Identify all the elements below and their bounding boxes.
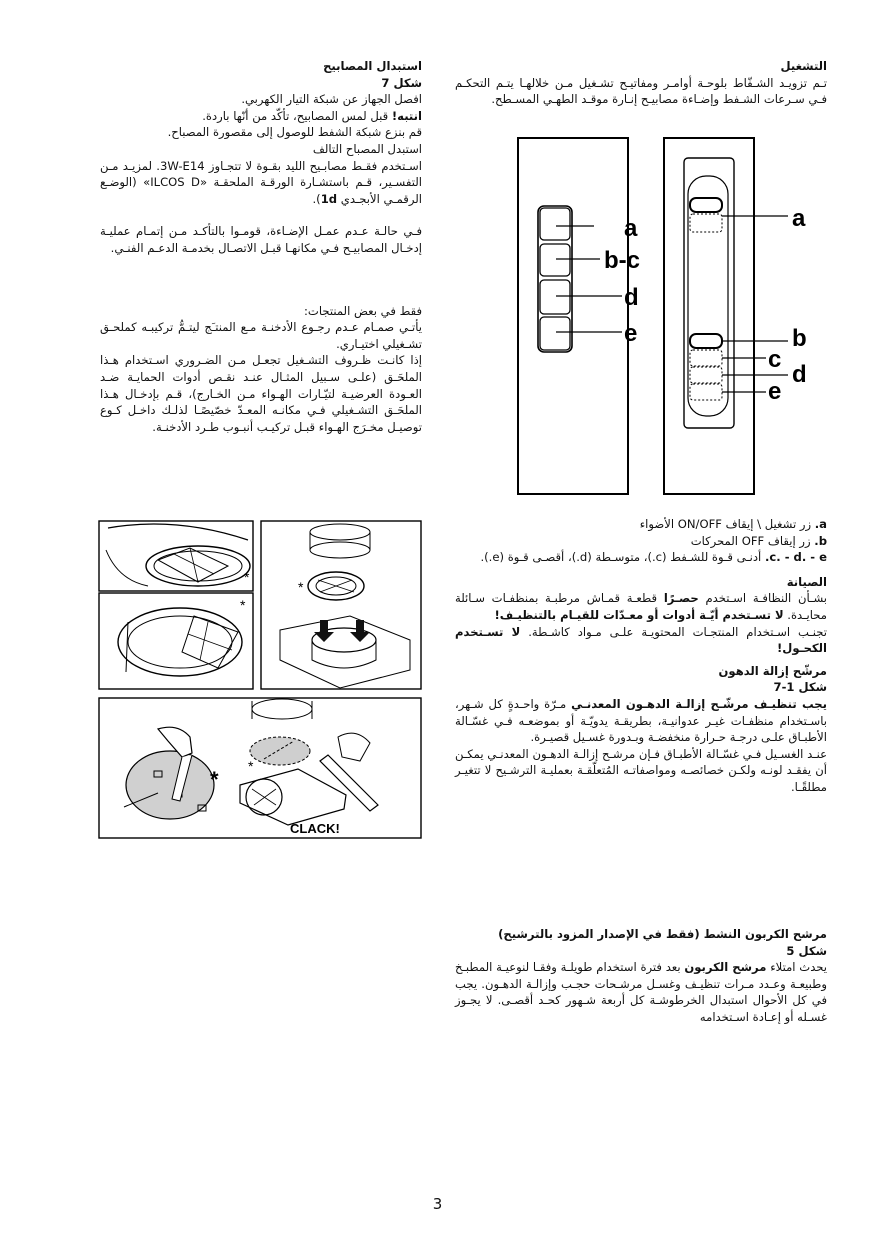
front-label-bc: b-c <box>604 247 640 274</box>
front-panel <box>518 138 628 494</box>
side-panel <box>664 138 754 494</box>
legend-a-text: زر تشغيل \ إيقاف ON/OFF الأضواء <box>639 517 812 531</box>
operation-body: تـم تزويـد الشـفّاط بلوحـة أوامـر ومفاتيـح تشـغيل مـن خلالهـا يتـم التحكـم فـي سـرعات الشـفط وإضـاءة مصابيـح إنـارة موقـد الطهـي المسـطح. <box>455 75 827 107</box>
lamp-star-2: * <box>240 597 246 613</box>
lamp-housing-figure <box>98 592 254 690</box>
operation-title: التشغيل <box>780 59 827 73</box>
legend-b-text: زر إيقاف OFF المحركات <box>690 533 811 548</box>
front-button-strip <box>538 206 572 352</box>
grease-p1 <box>455 696 827 746</box>
lamps-note: فـي حالـة عـدم عمـل الإضـاءة، قومـوا بالتأكـد مـن إتمـام عمليـة إدخـال المصابيـح فـي مكانهـا قبـل الاتصـال بخدمـة الدعـم الفنـي. <box>100 224 422 255</box>
carbon-p-bold: مرشح الكربون <box>684 960 767 975</box>
grease-star-2: * <box>248 758 254 774</box>
lamps-l2 <box>100 108 422 125</box>
legend-a-key: a. <box>814 517 827 531</box>
lamps-l5 <box>100 158 422 208</box>
grease-filter-figure <box>98 697 422 839</box>
side-label-b: b <box>792 325 807 352</box>
side-button-c <box>690 350 722 366</box>
maintenance-title: الصيانة <box>786 574 827 589</box>
carbon-filter-section <box>455 926 827 1026</box>
accessory-p2: إذا كانـت ظـروف التشـغيل تجعـل مـن الضـروري اسـتخدام هـذا الملحَـق (علـى سـبيل المثـال عنـد نقـص أدوات الحمايـة ضـد العـودة العرضيـة لتيّـارات الهـواء مـن الخـارج)، قـم بإدخـال هـذا الملحَـق التشـغيلي فـي مكانـه المعـدّ خصّيصًـا لذلـك داخـل كـوع توصيـل مخـرَج الهـواء قبـل تركيـب أنبـوب طـرد الأدخنـة. <box>100 353 422 434</box>
lamps-figure-ref: شكل 7 <box>381 75 422 90</box>
side-label-d: d <box>792 361 807 388</box>
lamps-l1: افصل الجهاز عن شبكة التيار الكهربي. <box>241 92 422 107</box>
carbon-figure-ref: شكل 5 <box>786 943 827 958</box>
side-label-e: e <box>768 378 782 405</box>
legend-cde-text: أدنـى قـوة للشـفط (c.)، متوسـطة (d.)، أقصـى قـوة (e.). <box>480 550 762 565</box>
operation-section <box>455 58 827 108</box>
lamps-l5-a: اسـتخدم فقـط مصابـيح الليد بقـوة لا تتجـاوز 3W-E14. لمزيـد مـن التفسـير، قـم باستشـارة الورقـة الملحقـة «ILCOS D» (الوضـع الرقمـي الأبجـدي <box>100 158 422 206</box>
lamps-l2-bold: انتبه! <box>391 108 422 123</box>
lamps-l3: قم بنزع شبكة الشفط للوصول إلى مقصورة المصباح. <box>167 125 422 140</box>
legend-b <box>455 533 827 550</box>
side-label-c: c <box>768 346 782 373</box>
legend-a <box>455 516 827 533</box>
maint-p1-a: بشـأن النظافـة اسـتخدم <box>705 591 828 606</box>
grease-p1-bold: يجب تنظيـف مرشّـح إزالـة الدهـون المعدنـي <box>571 696 828 711</box>
front-button-a <box>540 208 570 240</box>
legend-cde <box>455 549 827 566</box>
grease-p1-rest: مـرّة واحـدةٍ كل شـهر، باسـتخدام منظفـات غيـر عدوانيـة، بطريقـة يدويّـة أو بموضعـه فـي غسّـالة الأطبـاق علـى درجـة حـرارة منخفضـة وبـدورة غسـيل قصيـرة. <box>455 696 827 745</box>
maint-p1-warn: لا تسـتخدم أيّـة أدوات أو معـدّات للقيـام بالتنظيـف! <box>494 607 784 622</box>
carbon-body <box>455 959 827 1025</box>
lamps-section <box>100 58 422 435</box>
valve-install-figure <box>260 520 422 690</box>
carbon-p-b: بعد فترة استخدام طويلـة وفقـا لنوعيـة المطبـخ وطبيعـة وعـدد مـرات تنظيـف وغسـل مرشـحات حجـب وإزالـة الدهـون. يجب في كل الأحوال استبدال الخرطوشـة كل أربعة شـهور كحـد أقصـى. لا يجـوز غسـله أو إعـادة اسـتخدامه <box>455 960 827 1024</box>
side-button-b <box>690 334 722 348</box>
lamps-title: استبدال المصابيح <box>323 59 422 73</box>
side-button-d <box>690 367 722 383</box>
grease-figure-ref: شكل 1-7 <box>773 680 827 695</box>
grease-title: مرشّح إزالة الدهون <box>718 663 827 678</box>
maint-p1-b: قطعـة قمـاش مرطبـة بمنظفـات سـائلة محايـدة. <box>455 591 827 622</box>
carbon-title: مرشح الكربون النشط (فقط في الإصدار المزود بالترشيح) <box>498 927 827 941</box>
grease-star-1: * <box>210 767 219 792</box>
front-button-e <box>540 317 570 350</box>
maintenance-p2 <box>455 624 827 657</box>
legend-maintenance-section <box>455 516 827 796</box>
legend-cde-key: c. - d. - e. <box>764 550 827 565</box>
grease-p2: عنـد الغسـيل فـي غسّـالة الأطبـاق فـإن مرشـح إزالـة الدهـون المعدنـي يمكـن أن يفقـد لونـه ولكـن خصائصـه ومواصفاتـه المُتعلّقـة بعمليـة الترشـيح لا تتغيـر مطلقًـا. <box>455 746 827 794</box>
controls-figure <box>516 136 828 498</box>
side-label-a: a <box>792 205 806 232</box>
front-button-bc <box>540 244 570 276</box>
front-label-d: d <box>624 284 639 311</box>
lamps-l5-end: ). <box>312 191 321 206</box>
lamps-l4: استبدل المصباح التالف <box>312 141 422 156</box>
accessory-title: فقط في بعض المنتجات: <box>304 303 422 318</box>
legend-b-key: b. <box>814 533 827 548</box>
side-button-e <box>690 384 722 400</box>
maintenance-p1 <box>455 590 827 623</box>
maint-p2-warn: لا تسـتخدم الكحـول! <box>455 624 827 656</box>
lamps-l5-bold: 1d <box>320 191 338 206</box>
clack-label: CLACK! <box>290 821 340 836</box>
side-button-a <box>690 198 722 212</box>
lamps-l2-rest: قبل لمس المصابيح، تأكّد من أنّها باردة. <box>202 108 389 123</box>
valve-star: * <box>298 579 304 595</box>
lamp-cover-figure <box>98 520 254 592</box>
maint-p1-bold: حصـرًا <box>663 591 699 606</box>
maint-p2-a: تجنـب اسـتخدام المنتجـات المحتويـة علـى مـواد كاشـطة. <box>528 624 827 639</box>
accessory-p1: يأتـي صمـام عـدم رجـوع الأدخنـة مـع المنتـَج ليتـمُّ تركيبـه كملحـق تشـغيلي اختيـاري. <box>100 320 422 351</box>
lamp-star-1: * <box>244 569 250 585</box>
front-label-a: a <box>624 215 638 242</box>
carbon-p-a: يحدث امتلاء <box>770 960 827 975</box>
front-label-e: e <box>624 320 638 347</box>
front-button-d <box>540 280 570 314</box>
page-number: 3 <box>432 1195 443 1213</box>
